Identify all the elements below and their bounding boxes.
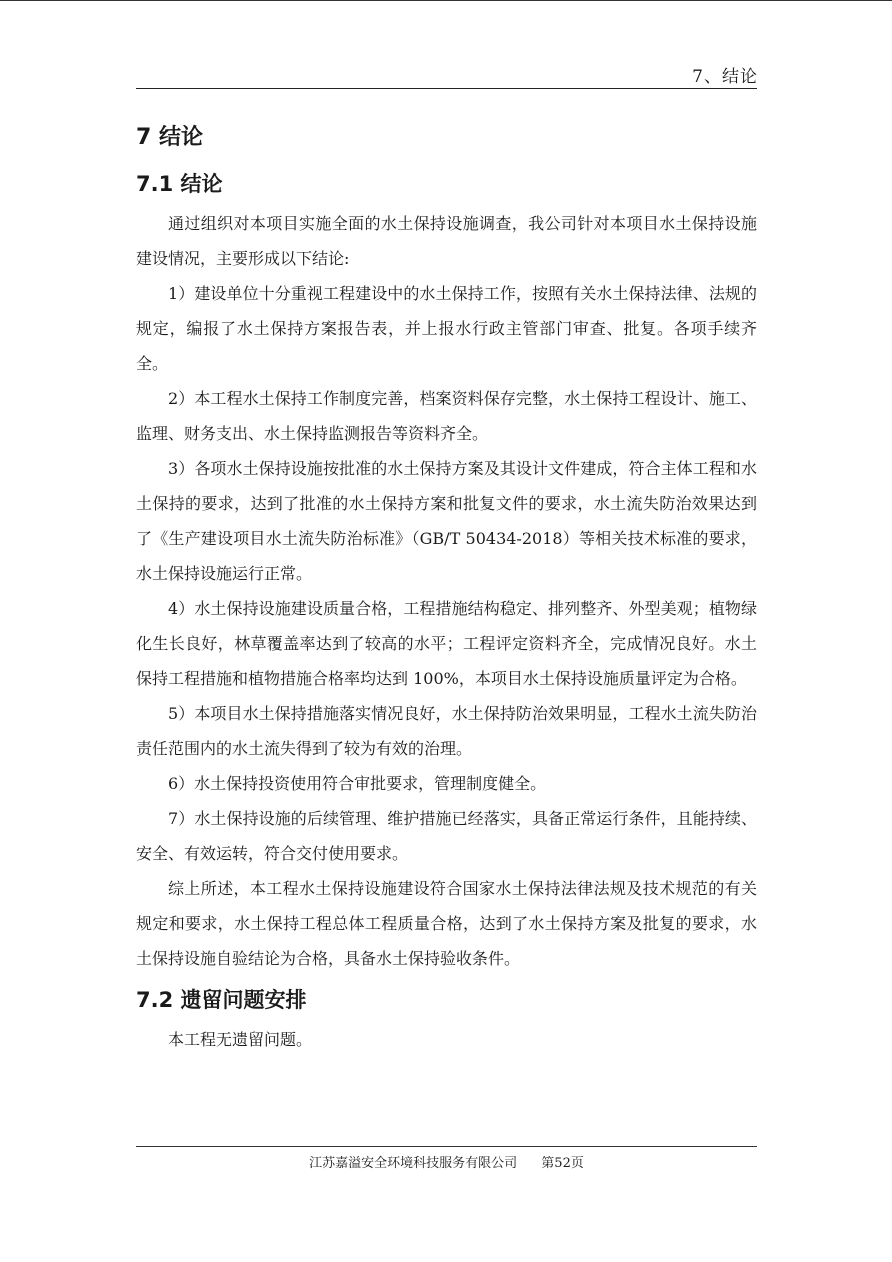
running-header: 7、结论 <box>692 67 758 87</box>
header-rule <box>136 88 757 89</box>
chapter-title: 7 结论 <box>136 125 203 150</box>
paragraph-item-5: 5）本项目水土保持措施落实情况良好，水土保持防治效果明显，工程水土流失防治责任范围内的水土流失得到了较为有效的治理。 <box>136 704 757 758</box>
page-footer <box>136 1152 757 1171</box>
paragraph-intro: 通过组织对本项目实施全面的水土保持设施调查，我公司针对本项目水土保持设施建设情况，主要形成以下结论: <box>136 214 757 268</box>
paragraph-summary: 综上所述，本工程水土保持设施建设符合国家水土保持法律法规及技术规范的有关规定和要求，水土保持工程总体工程质量合格，达到了水土保持方案及批复的要求，水土保持设施自验结论为合格，具备水土保持验收条件。 <box>136 879 757 968</box>
page-body <box>136 108 757 1057</box>
paragraph-item-1: 1）建设单位十分重视工程建设中的水土保持工作，按照有关水土保持法律、法规的规定，编报了水土保持方案报告表，并上报水行政主管部门审查、批复。各项手续齐全。 <box>136 284 757 373</box>
page-top-border <box>0 0 892 1</box>
section-title-conclusion: 7.1 结论 <box>136 172 223 196</box>
paragraph-item-6: 6）水土保持投资使用符合审批要求，管理制度健全。 <box>168 774 547 793</box>
section-title-remaining-issues: 7.2 遗留问题安排 <box>136 988 307 1012</box>
paragraph-item-3: 3）各项水土保持设施按批准的水土保持方案及其设计文件建成，符合主体工程和水土保持的要求，达到了批准的水土保持方案和批复文件的要求，水土流失防治效果达到了《生产建设项目水土流失防治标准》（GB/T 50434-2018）等相关技术标准的要求，水土保持设施运行正常。 <box>136 459 757 583</box>
paragraph-item-7: 7）水土保持设施的后续管理、维护措施已经落实，具备正常运行条件，且能持续、安全、有效运转，符合交付使用要求。 <box>136 809 757 863</box>
footer-page-number: 第52页 <box>541 1156 584 1171</box>
paragraph-remaining-issues: 本工程无遗留问题。 <box>168 1030 313 1049</box>
paragraph-item-4: 4）水土保持设施建设质量合格，工程措施结构稳定、排列整齐、外型美观；植物绿化生长良好，林草覆盖率达到了较高的水平；工程评定资料齐全，完成情况良好。水土保持工程措施和植物措施合格率均达到 100%，本项目水土保持设施质量评定为合格。 <box>136 599 757 688</box>
footer-rule <box>136 1146 757 1147</box>
paragraph-item-2: 2）本工程水土保持工作制度完善，档案资料保存完整，水土保持工程设计、施工、监理、财务支出、水土保持监测报告等资料齐全。 <box>136 389 757 443</box>
footer-company: 江苏嘉溢安全环境科技服务有限公司 <box>309 1156 518 1171</box>
